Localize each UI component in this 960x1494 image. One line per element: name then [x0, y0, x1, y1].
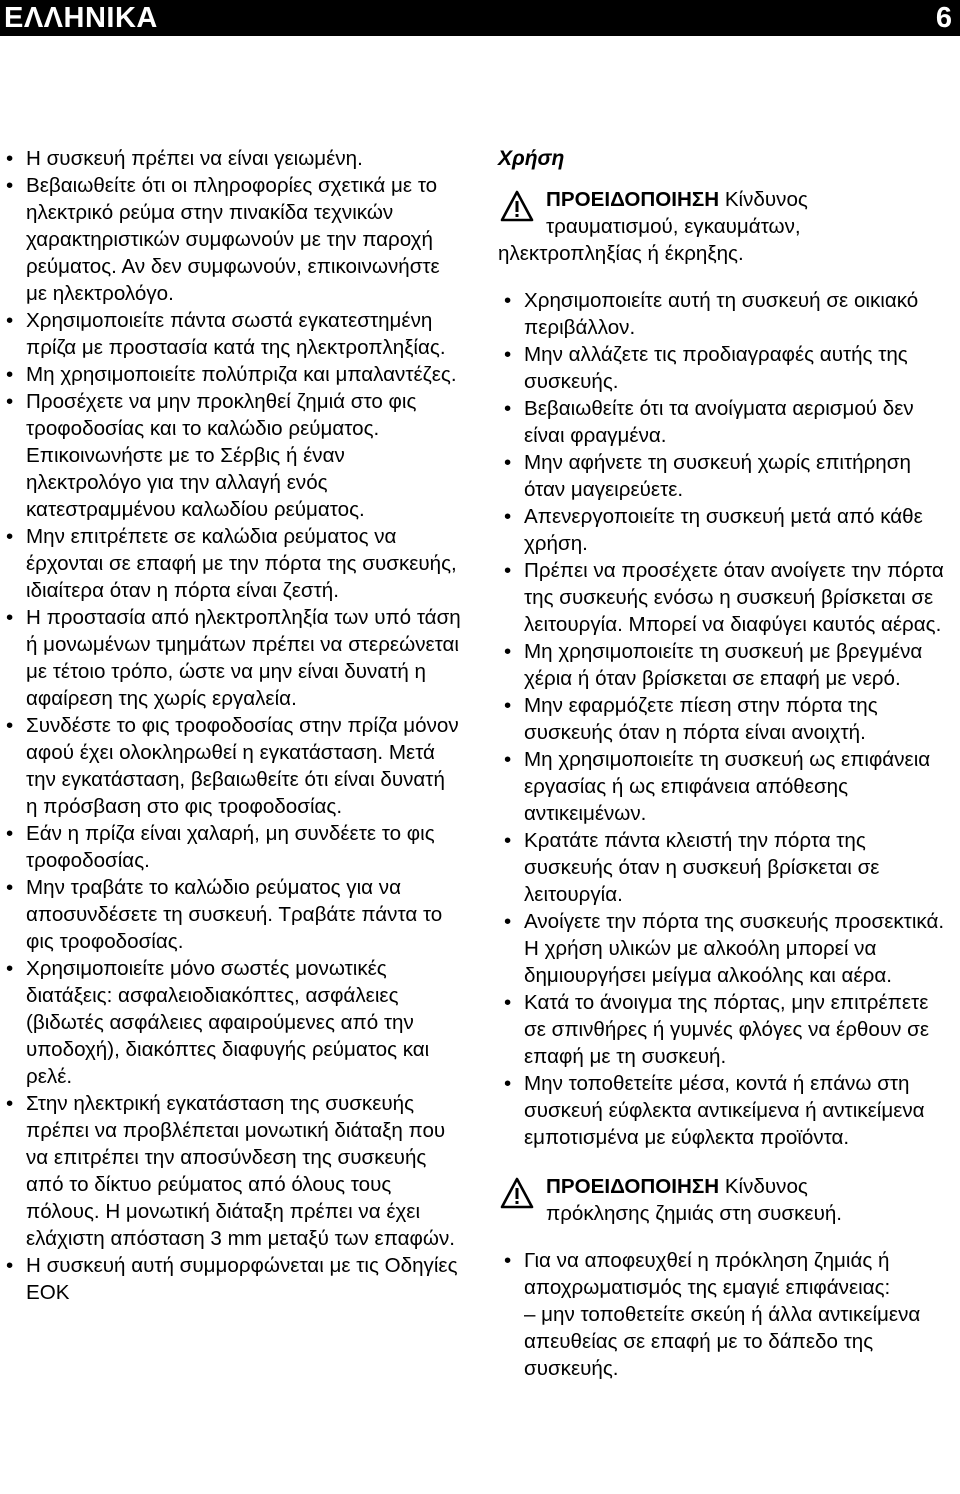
- warning-text: ηλεκτροπληξίας ή έκρηξης.: [498, 242, 744, 265]
- list-item: • Κατά το άνοιγμα της πόρτας, μην επιτρέπετε σε σπινθήρες ή γυμνές φλόγες να έρθουν σε επαφή με τη συσκευή.: [498, 989, 946, 1070]
- warning-title: ΠΡΟΕΙΔΟΠΟΙΗΣΗ: [546, 1175, 720, 1198]
- list-item: • Στην ηλεκτρική εγκατάσταση της συσκευής πρέπει να προβλέπεται μονωτική διάταξη που να επιτρέπει την αποσύνδεση της συσκευής από το δίκτυο ρεύματος από όλους τους πόλους. Η μονωτική διάταξη πρέπει να έχει ελάχιστη απόσταση 3 mm μεταξύ των επαφών.: [0, 1090, 462, 1252]
- list-item: • Η συσκευή πρέπει να είναι γειωμένη.: [0, 145, 462, 172]
- list-item: • Μη χρησιμοποιείτε τη συσκευή ως επιφάνεια εργασίας ή ως επιφάνεια απόθεσης αντικειμένων.: [498, 746, 946, 827]
- list-item: • Η προστασία από ηλεκτροπληξία των υπό τάση ή μονωμένων τμημάτων πρέπει να στερεώνεται με τέτοιο τρόπο, ώστε να μην είναι δυνατή η αφαίρεση της χωρίς εργαλεία.: [0, 604, 462, 712]
- list-item: • Ανοίγετε την πόρτα της συσκευής προσεκτικά. Η χρήση υλικών με αλκοόλη μπορεί να δημιουργήσει μείγμα αλκοόλης και αέρα.: [498, 908, 946, 989]
- language-label: ΕΛΛΗΝΙΚΑ: [4, 2, 158, 34]
- warning-text: πρόκλησης ζημιάς στη συσκευή.: [546, 1202, 843, 1225]
- list-item-text: Για να αποφευχθεί η πρόκληση ζημιάς ή αποχρωματισμός της εμαγιέ επιφάνειας:: [524, 1249, 891, 1299]
- right-column: [498, 145, 946, 1382]
- section-heading: Χρήση: [498, 147, 565, 170]
- warning-text: Κίνδυνος: [724, 1175, 808, 1198]
- list-item: • Βεβαιωθείτε ότι τα ανοίγματα αερισμού δεν είναι φραγμένα.: [498, 395, 946, 449]
- warning-block: [498, 1173, 946, 1227]
- warning-triangle-icon: [500, 190, 534, 222]
- list-item: • Βεβαιωθείτε ότι οι πληροφορίες σχετικά με το ηλεκτρικό ρεύμα στην πινακίδα τεχνικών χαρακτηριστικών συμφωνούν με την παροχή ρεύματος. Αν δεν συμφωνούν, επικοινωνήστε με ηλεκτρολόγο.: [0, 172, 462, 307]
- list-item: • Μην τοποθετείτε μέσα, κοντά ή επάνω στη συσκευή εύφλεκτα αντικείμενα ή αντικείμενα εμποτισμένα με εύφλεκτα προϊόντα.: [498, 1070, 946, 1151]
- warning-block: [498, 186, 946, 267]
- warning-text: τραυματισμού, εγκαυμάτων,: [546, 215, 801, 238]
- list-item: • Προσέχετε να μην προκληθεί ζημιά στο φις τροφοδοσίας και το καλώδιο ρεύματος. Επικοινωνήστε με το Σέρβις ή έναν ηλεκτρολόγο για την αλλαγή ενός κατεστραμμένου καλωδίου ρεύματος.: [0, 388, 462, 523]
- list-item: • Χρησιμοποιείτε μόνο σωστές μονωτικές διατάξεις: ασφαλειοδιακόπτες, ασφάλειες (βιδωτές ασφάλειες αφαιρούμενες από την υποδοχή), διακόπτες διαφυγής ρεύματος και ρελέ.: [0, 955, 462, 1090]
- left-column: [0, 145, 462, 1306]
- list-item: • Μη χρησιμοποιείτε πολύπριζα και μπαλαντέζες.: [0, 361, 462, 388]
- usage-list: [498, 287, 946, 1151]
- sub-item: – μην τοποθετείτε σκεύη ή άλλα αντικείμενα απευθείας σε επαφή με το δάπεδο της συσκευής.: [524, 1303, 921, 1380]
- warning-triangle-icon: [500, 1177, 534, 1209]
- page-header: [0, 0, 960, 36]
- page-number: 6: [935, 2, 952, 34]
- list-item: • Μην εφαρμόζετε πίεση στην πόρτα της συσκευής όταν η πόρτα είναι ανοιχτή.: [498, 692, 946, 746]
- warning-title: ΠΡΟΕΙΔΟΠΟΙΗΣΗ: [546, 188, 720, 211]
- list-item: • Μην αλλάζετε τις προδιαγραφές αυτής της συσκευής.: [498, 341, 946, 395]
- list-item: • Χρησιμοποιείτε αυτή τη συσκευή σε οικιακό περιβάλλον.: [498, 287, 946, 341]
- list-item: • Μην τραβάτε το καλώδιο ρεύματος για να αποσυνδέσετε τη συσκευή. Τραβάτε πάντα το φις τροφοδοσίας.: [0, 874, 462, 955]
- list-item: • Μην αφήνετε τη συσκευή χωρίς επιτήρηση όταν μαγειρεύετε.: [498, 449, 946, 503]
- list-item: • Η συσκευή αυτή συμμορφώνεται με τις Οδηγίες ΕΟΚ: [0, 1252, 462, 1306]
- list-item: • Συνδέστε το φις τροφοδοσίας στην πρίζα μόνον αφού έχει ολοκληρωθεί η εγκατάσταση. Μετά την εγκατάσταση, βεβαιωθείτε ότι είναι δυνατή η πρόσβαση στο φις τροφοδοσίας.: [0, 712, 462, 820]
- safety-list: [0, 145, 462, 1306]
- list-item: • Απενεργοποιείτε τη συσκευή μετά από κάθε χρήση.: [498, 503, 946, 557]
- list-item: • Κρατάτε πάντα κλειστή την πόρτα της συσκευής όταν η συσκευή βρίσκεται σε λειτουργία.: [498, 827, 946, 908]
- warning-text: Κίνδυνος: [724, 188, 808, 211]
- list-item: • Μην επιτρέπετε σε καλώδια ρεύματος να έρχονται σε επαφή με την πόρτα της συσκευής, ιδιαίτερα όταν η πόρτα είναι ζεστή.: [0, 523, 462, 604]
- damage-list: [498, 1247, 946, 1382]
- list-item: • Χρησιμοποιείτε πάντα σωστά εγκατεστημένη πρίζα με προστασία κατά της ηλεκτροπληξίας.: [0, 307, 462, 361]
- list-item: • Μη χρησιμοποιείτε τη συσκευή με βρεγμένα χέρια ή όταν βρίσκεται σε επαφή με νερό.: [498, 638, 946, 692]
- list-item: [498, 1247, 946, 1382]
- list-item: • Πρέπει να προσέχετε όταν ανοίγετε την πόρτα της συσκευής ενόσω η συσκευή βρίσκεται σε λειτουργία. Μπορεί να διαφύγει καυτός αέρας.: [498, 557, 946, 638]
- list-item: • Εάν η πρίζα είναι χαλαρή, μη συνδέετε το φις τροφοδοσίας.: [0, 820, 462, 874]
